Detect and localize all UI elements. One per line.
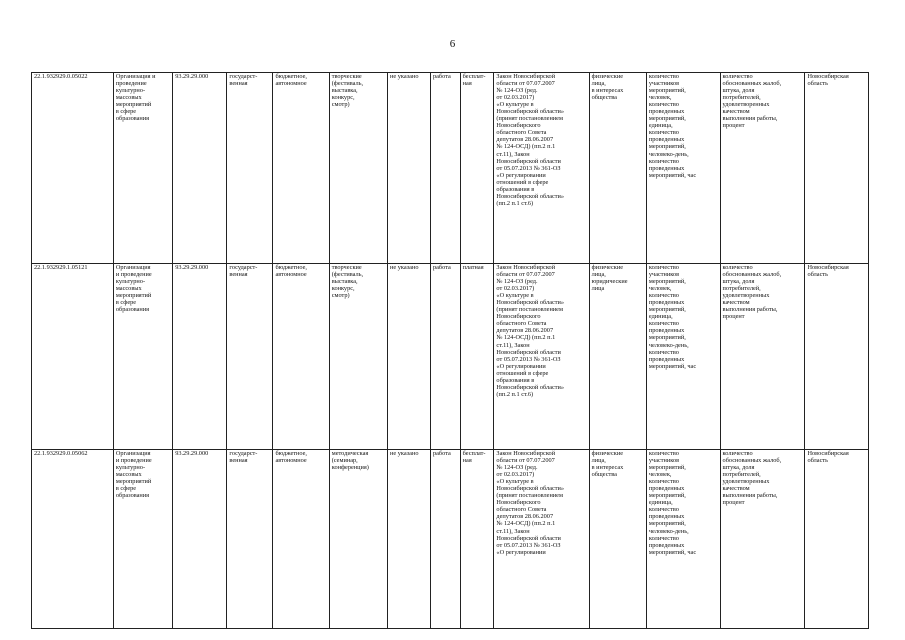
authority-cell: Новосибирская область <box>805 450 869 629</box>
table-row <box>32 264 869 450</box>
type-cell: работа <box>430 450 460 629</box>
quality-indicators-cell: количество обоснованных жалоб, штука, доля потребителей, удовлетворенных качеством выполнения работы, процент <box>720 73 805 264</box>
institution-type-cell: бюджетное, автономное <box>273 73 329 264</box>
category-cell: государст- венная <box>227 73 273 264</box>
legal-basis-cell: Закон Новосибирской области от 07.07.2007 № 124-ОЗ (ред. от 02.03.2017) «О культуре в Новосибирской области» (принят постановлением Новосибирского областного Совета депутатов 28.06.2007 № 124-ОСД) (пп.2 п.1 ст.11), Закон Новосибирской области от 05.07.2013 № 361-ОЗ «О регулировании отношений в сфере образования в Новосибирской области» (пп.2 п.1 ст.6) <box>494 73 589 264</box>
content-cell: творческие (фестиваль, выставка, конкурс, смотр) <box>329 264 387 450</box>
service-name-cell: Организация и проведение культурно- массовых мероприятий в сфере образования <box>113 73 172 264</box>
category-cell: государст- венная <box>227 450 273 629</box>
consumers-cell: физические лица, в интересах общества <box>589 450 646 629</box>
payment-cell: платная <box>460 264 494 450</box>
payment-cell: бесплат- ная <box>460 450 494 629</box>
service-name-cell: Организация и проведение культурно- массовых мероприятий в сфере образования <box>113 264 172 450</box>
okved-code-cell: 93.29.29.000 <box>173 73 227 264</box>
service-name-cell: Организация и проведение культурно- массовых мероприятий в сфере образования <box>113 450 172 629</box>
volume-indicators-cell: количество участников мероприятий, человек, количество проведенных мероприятий, единица, количество проведенных мероприятий, человеко-день, количество проведенных мероприятий, час <box>646 450 720 629</box>
payment-cell: бесплат- ная <box>460 73 494 264</box>
institution-type-cell: бюджетное, автономное <box>273 450 329 629</box>
condition-cell: не указано <box>388 450 431 629</box>
authority-cell: Новосибирская область <box>805 264 869 450</box>
page-number: 6 <box>449 38 456 50</box>
condition-cell: не указано <box>388 264 431 450</box>
consumers-cell: физические лица, юридические лица <box>589 264 646 450</box>
legal-basis-cell: Закон Новосибирской области от 07.07.2007 № 124-ОЗ (ред. от 02.03.2017) «О культуре в Новосибирской области» (принят постановлением Новосибирского областного Совета депутатов 28.06.2007 № 124-ОСД) (пп.2 п.1 ст.11), Закон Новосибирской области от 05.07.2013 № 361-ОЗ «О регулировании отношений в сфере образования в Новосибирской области» (пп.2 п.1 ст.6) <box>494 264 589 450</box>
legal-basis-cell: Закон Новосибирской области от 07.07.2007 № 124-ОЗ (ред. от 02.03.2017) «О культуре в Новосибирской области» (принят постановлением Новосибирского областного Совета депутатов 28.06.2007 № 124-ОСД) (пп.2 п.1 ст.11), Закон Новосибирской области от 05.07.2013 № 361-ОЗ «О регулировании <box>494 450 589 629</box>
volume-indicators-cell: количество участников мероприятий, человек, количество проведенных мероприятий, единица, количество проведенных мероприятий, человеко-день, количество проведенных мероприятий, час <box>646 73 720 264</box>
services-registry-table <box>31 72 869 629</box>
registry-code-cell: 22.1.932929.0.05022 <box>32 73 114 264</box>
institution-type-cell: бюджетное, автономное <box>273 264 329 450</box>
type-cell: работа <box>430 73 460 264</box>
table-row <box>32 73 869 264</box>
quality-indicators-cell: количество обоснованных жалоб, штука, доля потребителей, удовлетворенных качеством выполнения работы, процент <box>720 450 805 629</box>
consumers-cell: физические лица, в интересах общества <box>589 73 646 264</box>
content-cell: творческие (фестиваль, выставка, конкурс, смотр) <box>329 73 387 264</box>
registry-code-cell: 22.1.932929.0.05062 <box>32 450 114 629</box>
quality-indicators-cell: количество обоснованных жалоб, штука, доля потребителей, удовлетворенных качеством выполнения работы, процент <box>720 264 805 450</box>
okved-code-cell: 93.29.29.000 <box>173 450 227 629</box>
authority-cell: Новосибирская область <box>805 73 869 264</box>
volume-indicators-cell: количество участников мероприятий, человек, количество проведенных мероприятий, единица, количество проведенных мероприятий, человеко-день, количество проведенных мероприятий, час <box>646 264 720 450</box>
content-cell: методическая (семинар, конференция) <box>329 450 387 629</box>
okved-code-cell: 93.29.29.000 <box>173 264 227 450</box>
category-cell: государст- венная <box>227 264 273 450</box>
condition-cell: не указано <box>388 73 431 264</box>
type-cell: работа <box>430 264 460 450</box>
registry-code-cell: 22.1.932929.1.05121 <box>32 264 114 450</box>
table-row <box>32 450 869 629</box>
